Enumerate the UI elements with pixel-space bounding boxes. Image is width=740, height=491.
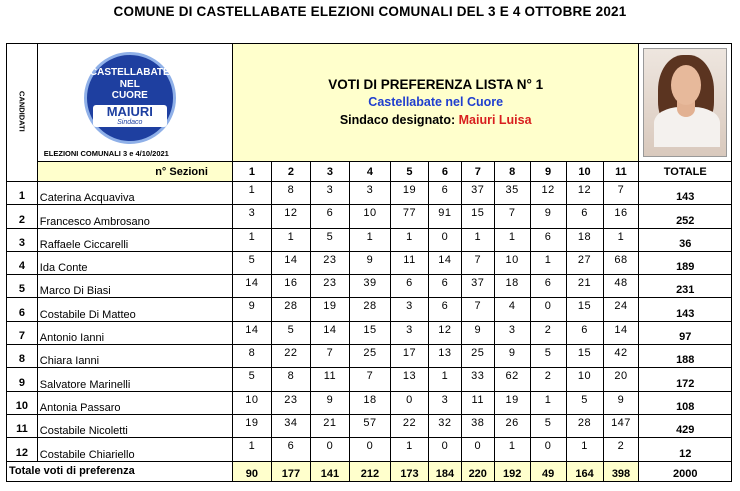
title-line3	[233, 111, 639, 129]
section-votes: 9	[232, 298, 271, 321]
section-votes: 14	[232, 275, 271, 298]
section-header: 10	[566, 162, 603, 182]
candidate-name: Caterina Acquaviva	[37, 182, 232, 205]
candidate-total: 252	[639, 205, 732, 228]
candidate-total: 231	[639, 275, 732, 298]
section-votes: 37	[461, 182, 494, 205]
section-votes: 38	[461, 414, 494, 437]
footer-value: 177	[271, 461, 310, 481]
section-votes: 1	[349, 228, 390, 251]
row-number: 9	[7, 368, 38, 391]
candidate-row	[7, 391, 732, 414]
candidate-row	[7, 368, 732, 391]
section-votes: 35	[494, 182, 530, 205]
section-votes: 7	[461, 251, 494, 274]
section-votes: 14	[428, 251, 461, 274]
section-header: 11	[603, 162, 639, 182]
section-votes: 7	[310, 345, 349, 368]
candidate-row	[7, 228, 732, 251]
section-votes: 18	[349, 391, 390, 414]
section-votes: 1	[232, 228, 271, 251]
sindaco-label: Sindaco designato:	[339, 113, 456, 127]
footer-value: 49	[530, 461, 566, 481]
section-votes: 16	[271, 275, 310, 298]
section-votes: 0	[530, 438, 566, 461]
candidate-total: 188	[639, 345, 732, 368]
section-votes: 91	[428, 205, 461, 228]
section-votes: 3	[310, 182, 349, 205]
candidate-name: Antonio Ianni	[37, 321, 232, 344]
section-votes: 5	[232, 368, 271, 391]
row-number: 12	[7, 438, 38, 461]
candidate-row	[7, 298, 732, 321]
section-votes: 13	[391, 368, 429, 391]
footer-value: 173	[391, 461, 429, 481]
section-votes: 5	[530, 345, 566, 368]
candidate-row	[7, 275, 732, 298]
section-votes: 15	[349, 321, 390, 344]
footer-value: 90	[232, 461, 271, 481]
section-votes: 6	[391, 275, 429, 298]
candidate-name: Marco Di Biasi	[37, 275, 232, 298]
section-header: 4	[349, 162, 390, 182]
row-number: 4	[7, 251, 38, 274]
row-number: 5	[7, 275, 38, 298]
section-votes: 28	[566, 414, 603, 437]
section-votes: 5	[271, 321, 310, 344]
section-votes: 12	[530, 182, 566, 205]
section-votes: 1	[232, 182, 271, 205]
logo-band	[93, 105, 167, 127]
section-votes: 39	[349, 275, 390, 298]
section-votes: 8	[232, 345, 271, 368]
section-votes: 7	[494, 205, 530, 228]
footer-value: 212	[349, 461, 390, 481]
candidate-total: 429	[639, 414, 732, 437]
section-votes: 5	[530, 414, 566, 437]
section-votes: 62	[494, 368, 530, 391]
section-votes: 11	[391, 251, 429, 274]
candidati-label: CANDIDATI	[17, 90, 27, 132]
candidate-row	[7, 182, 732, 205]
section-votes: 1	[566, 438, 603, 461]
section-header: 3	[310, 162, 349, 182]
section-votes: 23	[310, 251, 349, 274]
section-votes: 0	[391, 391, 429, 414]
section-votes: 3	[391, 298, 429, 321]
party-logo	[84, 52, 176, 144]
section-votes: 25	[461, 345, 494, 368]
section-votes: 6	[310, 205, 349, 228]
section-votes: 5	[232, 251, 271, 274]
candidate-total: 108	[639, 391, 732, 414]
section-votes: 2	[603, 438, 639, 461]
section-votes: 14	[232, 321, 271, 344]
candidate-total: 143	[639, 298, 732, 321]
section-votes: 10	[566, 368, 603, 391]
section-votes: 48	[603, 275, 639, 298]
section-votes: 12	[271, 205, 310, 228]
candidate-name: Costabile Nicoletti	[37, 414, 232, 437]
section-votes: 57	[349, 414, 390, 437]
section-header: 8	[494, 162, 530, 182]
section-votes: 19	[232, 414, 271, 437]
section-votes: 9	[603, 391, 639, 414]
page-title: COMUNE DI CASTELLABATE ELEZIONI COMUNALI DEL 3 E 4 OTTOBRE 2021	[113, 4, 627, 19]
section-votes: 6	[566, 205, 603, 228]
section-votes: 6	[530, 275, 566, 298]
section-votes: 26	[494, 414, 530, 437]
section-votes: 9	[310, 391, 349, 414]
title-cell	[232, 44, 639, 162]
section-votes: 14	[271, 251, 310, 274]
section-votes: 6	[428, 298, 461, 321]
section-votes: 24	[603, 298, 639, 321]
section-votes: 33	[461, 368, 494, 391]
logo-cell	[37, 44, 232, 162]
row-number: 3	[7, 228, 38, 251]
section-votes: 15	[461, 205, 494, 228]
title-line2: Castellabate nel Cuore	[368, 95, 504, 109]
candidate-row	[7, 205, 732, 228]
candidate-photo	[643, 48, 727, 157]
candidate-total: 189	[639, 251, 732, 274]
section-votes: 23	[271, 391, 310, 414]
section-votes: 22	[391, 414, 429, 437]
footer-value: 164	[566, 461, 603, 481]
section-votes: 1	[603, 228, 639, 251]
photo-cell	[639, 44, 732, 162]
section-votes: 1	[494, 228, 530, 251]
section-votes: 19	[310, 298, 349, 321]
section-votes: 12	[428, 321, 461, 344]
section-votes: 25	[349, 345, 390, 368]
row-number: 2	[7, 205, 38, 228]
section-votes: 11	[461, 391, 494, 414]
footer-total: 2000	[639, 461, 732, 481]
row-number: 1	[7, 182, 38, 205]
section-votes: 5	[566, 391, 603, 414]
section-votes: 10	[494, 251, 530, 274]
section-votes: 13	[428, 345, 461, 368]
section-votes: 11	[310, 368, 349, 391]
results-table	[6, 43, 732, 482]
section-votes: 6	[428, 182, 461, 205]
section-votes: 3	[391, 321, 429, 344]
section-votes: 8	[271, 368, 310, 391]
footer-value: 192	[494, 461, 530, 481]
section-votes: 4	[494, 298, 530, 321]
section-votes: 37	[461, 275, 494, 298]
section-votes: 23	[310, 275, 349, 298]
section-votes: 17	[391, 345, 429, 368]
section-header: 1	[232, 162, 271, 182]
section-votes: 28	[349, 298, 390, 321]
section-votes: 19	[494, 391, 530, 414]
section-votes: 22	[271, 345, 310, 368]
section-votes: 7	[349, 368, 390, 391]
section-votes: 6	[566, 321, 603, 344]
sindaco-name: Maiuri Luisa	[458, 113, 532, 127]
section-votes: 32	[428, 414, 461, 437]
candidate-name: Costabile Di Matteo	[37, 298, 232, 321]
section-votes: 3	[494, 321, 530, 344]
section-votes: 68	[603, 251, 639, 274]
section-votes: 14	[310, 321, 349, 344]
section-votes: 7	[603, 182, 639, 205]
footer-label: Totale voti di preferenza	[7, 461, 233, 481]
logo-sub: Sindaco	[117, 119, 143, 126]
section-votes: 9	[349, 251, 390, 274]
section-votes: 9	[530, 205, 566, 228]
section-votes: 6	[530, 228, 566, 251]
footer-value: 141	[310, 461, 349, 481]
candidate-name: Raffaele Ciccarelli	[37, 228, 232, 251]
candidate-name: Antonia Passaro	[37, 391, 232, 414]
row-number: 11	[7, 414, 38, 437]
candidate-row	[7, 321, 732, 344]
section-header: 6	[428, 162, 461, 182]
section-votes: 21	[310, 414, 349, 437]
section-votes: 28	[271, 298, 310, 321]
section-votes: 10	[349, 205, 390, 228]
section-votes: 77	[391, 205, 429, 228]
section-votes: 3	[232, 205, 271, 228]
candidate-name: Ida Conte	[37, 251, 232, 274]
sezioni-label: n° Sezioni	[37, 162, 232, 182]
footer-value: 398	[603, 461, 639, 481]
section-votes: 19	[391, 182, 429, 205]
section-votes: 21	[566, 275, 603, 298]
title-line1: VOTI DI PREFERENZA LISTA N° 1	[328, 77, 544, 92]
row-number: 6	[7, 298, 38, 321]
candidate-total: 172	[639, 368, 732, 391]
section-header: 7	[461, 162, 494, 182]
section-votes: 5	[310, 228, 349, 251]
section-votes: 0	[461, 438, 494, 461]
section-votes: 10	[232, 391, 271, 414]
section-votes: 1	[530, 391, 566, 414]
row-number: 8	[7, 345, 38, 368]
candidate-name: Costabile Chiariello	[37, 438, 232, 461]
section-votes: 20	[603, 368, 639, 391]
section-header: 5	[391, 162, 429, 182]
section-votes: 18	[494, 275, 530, 298]
section-votes: 1	[232, 438, 271, 461]
section-votes: 0	[530, 298, 566, 321]
candidate-row	[7, 251, 732, 274]
section-votes: 1	[530, 251, 566, 274]
footer-value: 220	[461, 461, 494, 481]
candidate-total: 143	[639, 182, 732, 205]
candidate-rows	[7, 182, 732, 462]
section-votes: 1	[391, 228, 429, 251]
section-votes: 2	[530, 368, 566, 391]
totale-header: TOTALE	[639, 162, 732, 182]
section-votes: 147	[603, 414, 639, 437]
candidate-row	[7, 345, 732, 368]
section-votes: 1	[391, 438, 429, 461]
section-votes: 27	[566, 251, 603, 274]
section-votes: 15	[566, 298, 603, 321]
section-votes: 0	[310, 438, 349, 461]
section-votes: 16	[603, 205, 639, 228]
candidate-total: 97	[639, 321, 732, 344]
candidate-name: Chiara Ianni	[37, 345, 232, 368]
section-votes: 1	[461, 228, 494, 251]
logo-line2: NEL	[119, 79, 140, 90]
section-votes: 14	[603, 321, 639, 344]
candidati-header	[7, 44, 38, 182]
section-votes: 1	[271, 228, 310, 251]
footer-row	[7, 461, 732, 481]
section-header: 9	[530, 162, 566, 182]
section-votes: 3	[428, 391, 461, 414]
section-votes: 15	[566, 345, 603, 368]
candidate-total: 36	[639, 228, 732, 251]
section-votes: 9	[494, 345, 530, 368]
candidate-row	[7, 414, 732, 437]
section-votes: 2	[530, 321, 566, 344]
section-header: 2	[271, 162, 310, 182]
footer-value: 184	[428, 461, 461, 481]
section-votes: 18	[566, 228, 603, 251]
row-number: 7	[7, 321, 38, 344]
section-votes: 0	[349, 438, 390, 461]
section-votes: 42	[603, 345, 639, 368]
section-votes: 0	[428, 438, 461, 461]
section-votes: 1	[494, 438, 530, 461]
logo-footer: ELEZIONI COMUNALI 3 e 4/10/2021	[43, 149, 169, 158]
section-votes: 8	[271, 182, 310, 205]
section-votes: 9	[461, 321, 494, 344]
logo-name: MAIURI	[106, 104, 153, 119]
section-votes: 12	[566, 182, 603, 205]
candidate-name: Francesco Ambrosano	[37, 205, 232, 228]
logo-line1: CASTELLABATE	[89, 67, 170, 78]
section-votes: 3	[349, 182, 390, 205]
candidate-row	[7, 438, 732, 461]
candidate-name: Salvatore Marinelli	[37, 368, 232, 391]
section-votes: 7	[461, 298, 494, 321]
section-votes: 1	[428, 368, 461, 391]
logo-line3: CUORE	[111, 90, 148, 101]
section-votes: 6	[428, 275, 461, 298]
section-votes: 0	[428, 228, 461, 251]
section-votes: 6	[271, 438, 310, 461]
section-votes: 34	[271, 414, 310, 437]
row-number: 10	[7, 391, 38, 414]
candidate-total: 12	[639, 438, 732, 461]
